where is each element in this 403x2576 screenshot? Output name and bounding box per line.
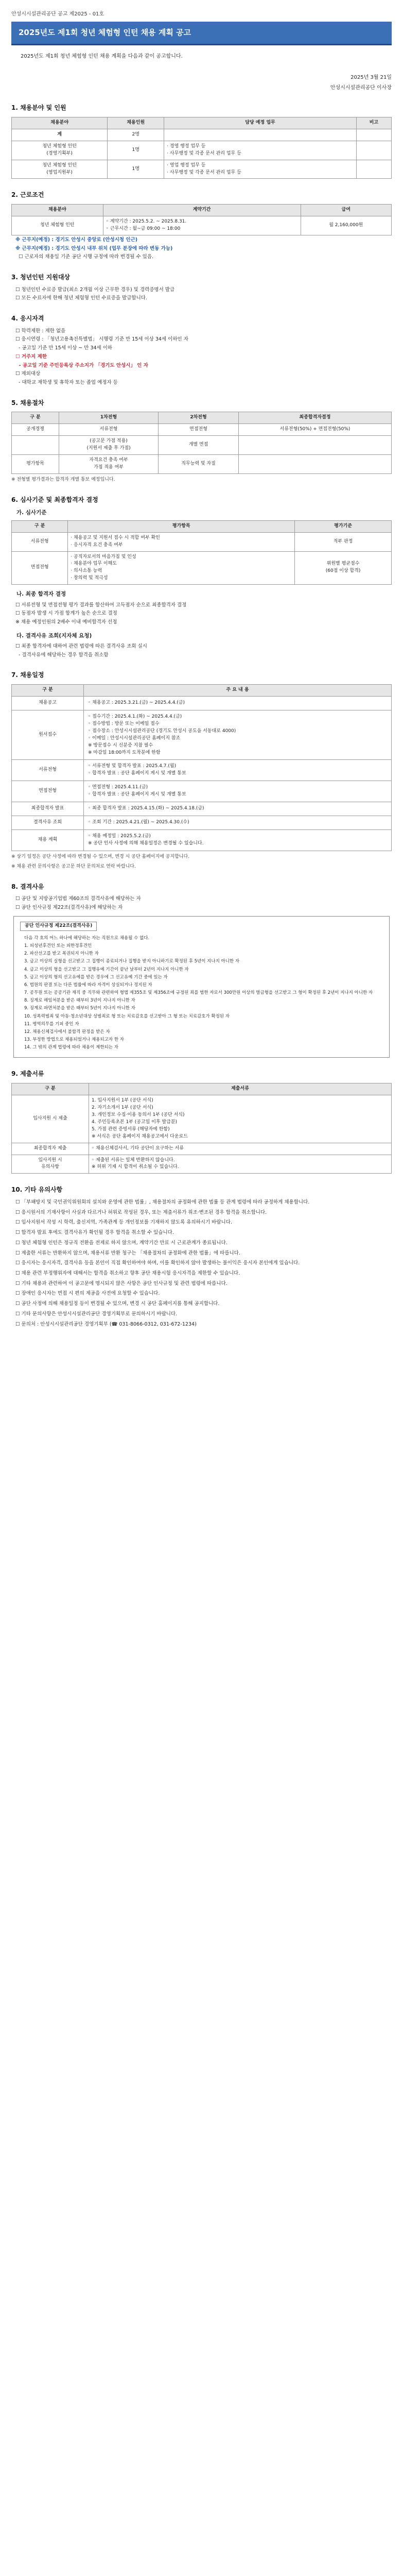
list-item: ※ 근무지(예정) : 경기도 안성시 중앙로 (안성시청 인근) bbox=[15, 236, 138, 243]
table-cell: 1명 bbox=[108, 141, 164, 160]
list-item: 3. 금고 이상의 실형을 선고받고 그 집행이 종료되거나 집행을 받지 아니하기로 확정된 후 5년이 지나지 아니한 자 bbox=[24, 959, 240, 964]
table-cell bbox=[12, 436, 59, 455]
table-cell: 개별 면접 bbox=[159, 436, 239, 455]
table-cell: 최종합격자 제출 bbox=[12, 1143, 89, 1155]
list-item: ☐ 청년 체험형 인턴은 정규직 전환을 전제로 하지 않으며, 계약기간 만료 시 근로관계가 종료됩니다. bbox=[15, 1240, 227, 1246]
table-cell: 서류전형 bbox=[59, 424, 158, 436]
table-header-cell: 2차전형 bbox=[159, 412, 239, 424]
table-row bbox=[12, 816, 392, 830]
table-cell: ◦ 최종 합격자 발표 : 2025.4.15.(화) ~ 2025.4.18.(금) bbox=[84, 802, 392, 816]
table-cell: · 영업 행정 업무 등 · 사무행정 및 각종 문서 관리 업무 등 bbox=[164, 160, 357, 179]
table-row bbox=[12, 551, 392, 585]
table-cell: 서류전형 bbox=[12, 532, 68, 551]
list-item: 12. 채용신체검사에서 불합격 판정을 받은 자 bbox=[24, 1029, 110, 1035]
table-cell: 평가항목 bbox=[12, 455, 59, 474]
list-item: 13. 부정한 방법으로 채용되었거나 채용되고자 한 자 bbox=[24, 1037, 124, 1043]
table-row bbox=[12, 436, 392, 455]
table-header-cell: 구 분 bbox=[12, 520, 68, 532]
table-row bbox=[12, 455, 392, 474]
table-header-cell: 채용분야 bbox=[12, 117, 108, 129]
table-row bbox=[12, 781, 392, 802]
table-cell: 입사지원 시 유의사항 bbox=[12, 1155, 89, 1174]
schedule-notes bbox=[11, 854, 392, 871]
list-item: - 공고일 기준 주민등록상 주소지가 「경기도 안성시」 인 자 bbox=[15, 362, 148, 368]
list-item: ☐ 채용 관련 부정행위자에 대해서는 합격을 취소하고 향후 공단 채용시험 응시자격을 제한할 수 있습니다. bbox=[15, 1270, 240, 1276]
table-cell: ◦ 채용공고 : 2025.3.21.(금) ~ 2025.4.4.(금) bbox=[84, 696, 392, 710]
table-cell: 결격사유 조회 bbox=[12, 816, 84, 830]
table-cell: 1명 bbox=[108, 160, 164, 179]
table-cell: 입사지원 시 제출 bbox=[12, 1095, 89, 1143]
table-cell: ◦ 채용 예정일 : 2025.5.2.(금) ※ 공단 인사 사정에 의해 채용일정은 변경될 수 있습니다. bbox=[84, 830, 392, 851]
section-10-title: 10. 기타 유의사항 bbox=[11, 1186, 63, 1194]
disqualification-list bbox=[11, 895, 392, 911]
list-item: 다음 각 호의 어느 하나에 해당하는 자는 직원으로 채용될 수 없다. bbox=[24, 935, 150, 941]
work-conditions-table bbox=[11, 204, 392, 235]
table-cell: ◦ 면접전형 : 2025.4.11.(금) ◦ 합격자 발표 : 공단 홈페이지 게시 및 개별 통보 bbox=[84, 781, 392, 802]
list-item: ※ 채용 예정인원의 2배수 이내 예비합격자 선정 bbox=[15, 619, 117, 625]
documents-table bbox=[11, 1083, 392, 1174]
criteria-table bbox=[11, 520, 392, 585]
list-item: ☐ 장애인 응시자는 면접 시 편의 제공을 사전에 요청할 수 있습니다. bbox=[15, 1291, 160, 1297]
table-cell bbox=[238, 436, 391, 455]
list-item: - 결격사유에 해당하는 경우 합격을 취소함 bbox=[15, 652, 109, 658]
eligibility-list bbox=[11, 286, 392, 302]
table-cell: 청년 체험형 인턴 (경영기획부) bbox=[12, 141, 108, 160]
list-item: ☐ 제외대상 bbox=[15, 371, 41, 377]
list-item: 11. 병역의무를 기피 중인 자 bbox=[24, 1021, 79, 1027]
table-header-cell: 계약기간 bbox=[103, 205, 301, 216]
section-9-title: 9. 제출서류 bbox=[11, 1070, 44, 1078]
disqualification-check-list bbox=[11, 643, 392, 659]
table-header-cell: 채용분야 bbox=[12, 205, 103, 216]
table-header-cell: 구 분 bbox=[12, 1083, 89, 1095]
list-item: ☐ 기타 채용과 관련하여 이 공고문에 명시되지 않은 사항은 공단 인사규정 및 관련 법령에 따릅니다. bbox=[15, 1280, 227, 1286]
table-cell: ◦ 계약기간 : 2025.5.2. ~ 2025.8.31. ◦ 근무시간 : 월~금 09:00 ~ 18:00 bbox=[103, 216, 301, 235]
section-6-title: 6. 심사기준 및 최종합격자 결정 bbox=[11, 496, 98, 503]
table-cell: · 공직자로서의 마음가짐 및 인성 · 채용분야 업무 이해도 · 의사소통 능력 · 창의력 및 적극성 bbox=[68, 551, 295, 585]
list-item: ☐ 제출한 서류는 반환하지 않으며, 채용서류 반환 청구는 「채용절차의 공정화에 관한 법률」에 따릅니다. bbox=[15, 1250, 240, 1256]
table-row bbox=[12, 424, 392, 436]
section-3-title: 3. 청년인턴 지원대상 bbox=[11, 274, 71, 281]
cautions-list bbox=[11, 1199, 392, 1328]
table-row bbox=[12, 160, 392, 179]
table-row bbox=[12, 216, 392, 235]
table-cell: 면접전형 bbox=[12, 551, 68, 585]
table-header-cell: 비고 bbox=[356, 117, 391, 129]
list-item: ☐ 합격자 발표 후에도 결격사유가 확인될 경우 합격을 취소할 수 있습니다. bbox=[15, 1230, 174, 1236]
disqualification-box-lines bbox=[20, 935, 383, 1052]
table-row bbox=[12, 1143, 392, 1155]
table-row bbox=[12, 802, 392, 816]
list-item: 8. 징계로 해임처분을 받은 때부터 3년이 지나지 아니한 자 bbox=[24, 998, 135, 1004]
selection-note: ※ 전형별 평가결과는 합격자 개별 통보 예정입니다. bbox=[11, 477, 115, 482]
table-cell: (공고문 가점 적용) (지원서 제출 후 가점) bbox=[59, 436, 158, 455]
table-cell: 서류전형(50%) + 면접전형(50%) bbox=[238, 424, 391, 436]
list-item: ☐ 동점자 발생 시 가점 합계가 높은 순으로 결정 bbox=[15, 611, 117, 617]
list-item: ※ 채용 관련 문의사항은 공고문 하단 문의처로 연락 바랍니다. bbox=[11, 863, 136, 869]
intro-text: 2025년도 제1회 청년 체험형 인턴 채용 계획을 다음과 같이 공고합니다. bbox=[21, 53, 183, 59]
table-cell: 자격요건 충족 여부 가점 적용 여부 bbox=[59, 455, 158, 474]
table-cell: ◦ 접수기간 : 2025.4.1.(화) ~ 2025.4.4.(금) ◦ 접수방법 : 방문 또는 이메일 접수 ◦ 접수장소 : 안성시시설관리공단 (경기도 안성시 공도읍 서동대로 4000) ◦ 이메일 : 안성시시설관리공단 홈페이지 참조 ※ 방문접수 시 신분증 지참 필수 ※ 마감일 18:00까지 도착분에 한함 bbox=[84, 710, 392, 760]
list-item: ☐ 청년인턴 수료증 발급(최소 2개월 이상 근무한 경우) 및 경력증명서 발급 bbox=[15, 286, 175, 293]
list-item: ☐ 공단 인사규정 제22조(결격사유)에 해당하는 자 bbox=[15, 905, 123, 911]
table-cell: 위원별 평균점수 (60점 이상 합격) bbox=[295, 551, 392, 585]
table-cell: 면접전형 bbox=[159, 424, 239, 436]
table-cell: 청년 체험형 인턴 bbox=[12, 216, 103, 235]
list-item: ☐ 「부패방지 및 국민권익위원회의 설치와 운영에 관한 법률」, 채용절차의 공정화에 관한 법률 등 관계 법령에 따라 공정하게 채용합니다. bbox=[15, 1199, 310, 1205]
list-item: ☐ 공단 및 지방공기업법 제60조의 결격사유에 해당하는 자 bbox=[15, 896, 141, 902]
list-item: 4. 금고 이상의 형을 선고받고 그 집행유예 기간이 끝난 날부터 2년이 지나지 아니한 자 bbox=[24, 967, 189, 972]
table-header-cell: 주 요 내 용 bbox=[84, 684, 392, 696]
qualification-list bbox=[11, 328, 392, 387]
table-row bbox=[12, 532, 392, 551]
recruitment-table bbox=[11, 117, 392, 179]
section-8-title: 8. 결격사유 bbox=[11, 883, 44, 890]
list-item: 14. 그 밖의 관계 법령에 따라 채용이 제한되는 자 bbox=[24, 1045, 118, 1050]
table-cell bbox=[356, 141, 391, 160]
notice-number: 안성시시설관리공단 공고 제2025 - 01호 bbox=[11, 11, 104, 17]
final-decision-list bbox=[11, 602, 392, 626]
list-item: ☐ 기타 문의사항은 안성시시설관리공단 경영기획부로 문의하시기 바랍니다. bbox=[15, 1311, 178, 1317]
section-5-title: 5. 채용절차 bbox=[11, 399, 44, 406]
list-item: ☐ 근로자의 채용일 기준 공단 시행 규정에 따라 변경될 수 있음. bbox=[15, 254, 154, 260]
table-cell: ◦ 채용신체검사서, 기타 공단이 요구하는 서류 bbox=[89, 1143, 392, 1155]
table-cell: 채용공고 bbox=[12, 696, 84, 710]
table-header-cell: 제출서류 bbox=[89, 1083, 392, 1095]
list-item: 5. 금고 이상의 형의 선고유예를 받은 경우에 그 선고유예 기간 중에 있는 자 bbox=[24, 974, 168, 980]
list-item: ☐ 문의처 : 안성시시설관리공단 경영기획부 (☎ 031-8066-0312, 031-672-1234) bbox=[15, 1321, 197, 1327]
table-header-cell: 급여 bbox=[301, 205, 392, 216]
table-cell: ◦ 조회 기간 : 2025.4.21.(월) ~ 2025.4.30.(수) bbox=[84, 816, 392, 830]
table-cell: 면접전형 bbox=[12, 781, 84, 802]
table-row bbox=[12, 760, 392, 781]
list-item: ☐ 입사지원서 작성 시 학력, 출신지역, 가족관계 등 개인정보를 기재하지 않도록 유의하시기 바랍니다. bbox=[15, 1219, 232, 1226]
selection-process-table bbox=[11, 412, 392, 474]
list-item: ☐ 거주지 제한 bbox=[15, 353, 47, 360]
criteria-subtitle: 가. 심사기준 bbox=[16, 510, 47, 516]
table-header-cell: 구 분 bbox=[12, 412, 59, 424]
table-cell bbox=[356, 129, 391, 141]
list-item: 6. 법원의 판결 또는 다른 법률에 따라 자격이 상실되거나 정지된 자 bbox=[24, 982, 152, 988]
list-item: ☐ 공단 사정에 의해 채용일정 등이 변경될 수 있으며, 변경 시 공단 홈페이지를 통해 공지합니다. bbox=[15, 1301, 220, 1307]
table-cell: · 경영 행정 업무 등 · 사무행정 및 각종 문서 관리 업무 등 bbox=[164, 141, 357, 160]
disqualification-check-subtitle: 다. 결격사유 조회(지자체 요청) bbox=[16, 632, 92, 639]
list-item: ☐ 응시원서의 기재사항이 사실과 다르거나 허위로 작성된 경우, 또는 제출서류가 위조·변조된 경우 합격을 취소합니다. bbox=[15, 1209, 267, 1215]
final-decision-subtitle: 나. 최종 합격자 결정 bbox=[16, 591, 66, 598]
table-cell: 1. 입사지원서 1부 (공단 서식) 2. 자기소개서 1부 (공단 서식) 3. 개인정보 수집·이용 동의서 1부 (공단 서식) 4. 주민등록초본 1부 (공고일 이후 발급분) 5. 가점 관련 증빙서류 (해당자에 한함) ※ 서식은 공단 홈페이지 채용공고에서 다운로드 bbox=[89, 1095, 392, 1143]
table-header-cell: 1차전형 bbox=[59, 412, 158, 424]
table-header-cell: 채용인원 bbox=[108, 117, 164, 129]
table-cell: 청년 체험형 인턴 (영업지원부) bbox=[12, 160, 108, 179]
section-2-title: 2. 근로조건 bbox=[11, 191, 44, 199]
table-cell: 원서접수 bbox=[12, 710, 84, 760]
table-cell: 채용 계획 bbox=[12, 830, 84, 851]
list-item: 10. 성폭력범죄 및 아동·청소년대상 성범죄로 형 또는 치료감호를 선고받아 그 형 또는 치료감호가 확정된 자 bbox=[24, 1013, 230, 1019]
table-cell: 2명 bbox=[108, 129, 164, 141]
disqualification-box bbox=[13, 916, 390, 1058]
list-item: ☐ 서류전형 및 면접전형 평가 결과를 합산하여 고득점자 순으로 최종합격자 결정 bbox=[15, 602, 187, 608]
disqualification-box-title: 공단 인사규정 제22조(결격사유) bbox=[20, 922, 97, 931]
table-cell bbox=[164, 129, 357, 141]
table-row bbox=[12, 710, 392, 760]
list-item: - 공고일 기준 만 15세 이상 ~ 만 34세 이하 bbox=[15, 345, 113, 351]
notice-date: 2025년 3월 21일 bbox=[351, 75, 392, 81]
list-item: 9. 징계로 파면처분을 받은 때부터 5년이 지나지 아니한 자 bbox=[24, 1006, 135, 1011]
table-header-cell: 평가기준 bbox=[295, 520, 392, 532]
table-cell bbox=[356, 160, 391, 179]
table-cell: 월 2,160,000원 bbox=[301, 216, 392, 235]
section-1-title: 1. 채용분야 및 인원 bbox=[11, 104, 66, 112]
section-4-title: 4. 응시자격 bbox=[11, 315, 44, 323]
table-cell: 서류전형 bbox=[12, 760, 84, 781]
table-cell: 계 bbox=[12, 129, 108, 141]
table-header-cell: 담당 예정 업무 bbox=[164, 117, 357, 129]
schedule-table bbox=[11, 684, 392, 851]
table-row bbox=[12, 1155, 392, 1174]
table-cell: 최종합격자 발표 bbox=[12, 802, 84, 816]
list-item: ☐ 최종 합격자에 대하여 관련 법령에 따른 결격사유 조회 실시 bbox=[15, 643, 147, 649]
list-item: ☐ 응시연령 : 「청년고용촉진특별법」 시행령 기준 만 15세 이상 34세 이하인 자 bbox=[15, 336, 188, 343]
table-header-cell: 최종합격자결정 bbox=[238, 412, 391, 424]
table-cell: ◦ 서류전형 및 합격자 발표 : 2025.4.7.(월) ◦ 합격자 발표 : 공단 홈페이지 게시 및 개별 통보 bbox=[84, 760, 392, 781]
list-item: 1. 피성년후견인 또는 피한정후견인 bbox=[24, 943, 92, 948]
list-item: ☐ 응시자는 응시자격, 결격사유 등을 본인이 직접 확인하여야 하며, 이를 확인하지 않아 발생하는 불이익은 응시자 본인에게 있습니다. bbox=[15, 1260, 300, 1266]
table-row bbox=[12, 696, 392, 710]
table-cell: ◦ 제출된 서류는 일체 반환하지 않습니다. ※ 허위 기재 시 합격이 취소될 수 있습니다. bbox=[89, 1155, 392, 1174]
table-cell: 공개경쟁 bbox=[12, 424, 59, 436]
table-row bbox=[12, 129, 392, 141]
table-row bbox=[12, 1095, 392, 1143]
list-item: 7. 공무원 또는 공공기관 재직 중 직무와 관련하여 형법 제355조 및 제356조에 규정된 죄를 범한 자로서 300만원 이상의 벌금형을 선고받고 그 형이 확정된 후 2년이 지나지 아니한 자 bbox=[24, 990, 373, 996]
table-cell: · 채용공고 및 지원서 접수 시 적합 여부 확인 · 응시자격 요건 충족 여부 bbox=[68, 532, 295, 551]
table-cell bbox=[238, 455, 391, 474]
list-item: ※ 근무지(예정) : 경기도 안성시 내부 위치 (업무 분장에 따라 변동 가능) bbox=[15, 245, 173, 251]
table-row bbox=[12, 830, 392, 851]
table-header-cell: 구 분 bbox=[12, 684, 84, 696]
page-title: 2025년도 제1회 청년 체험형 인턴 채용 계획 공고 bbox=[11, 22, 392, 45]
list-item: - 대학교 재학생 및 휴학자 또는 졸업 예정자 등 bbox=[15, 379, 118, 385]
table-header-cell: 평가항목 bbox=[68, 520, 295, 532]
table-row bbox=[12, 141, 392, 160]
table-cell: 직무능력 및 자질 bbox=[159, 455, 239, 474]
section-7-title: 7. 채용일정 bbox=[11, 671, 44, 679]
list-item: 2. 파산선고를 받고 복권되지 아니한 자 bbox=[24, 951, 99, 957]
list-item: ※ 상기 일정은 공단 사정에 따라 변경될 수 있으며, 변경 시 공단 홈페이지에 공지합니다. bbox=[11, 854, 190, 859]
organization-name: 안성시시설관리공단 이사장 bbox=[330, 84, 392, 91]
work-conditions-notes bbox=[11, 236, 392, 261]
list-item: ☐ 학력제한 : 제한 없음 bbox=[15, 328, 66, 334]
list-item: ☐ 모든 수료자에 한해 청년 체험형 인턴 수료증을 발급합니다. bbox=[15, 295, 147, 301]
table-cell: 적부 판정 bbox=[295, 532, 392, 551]
